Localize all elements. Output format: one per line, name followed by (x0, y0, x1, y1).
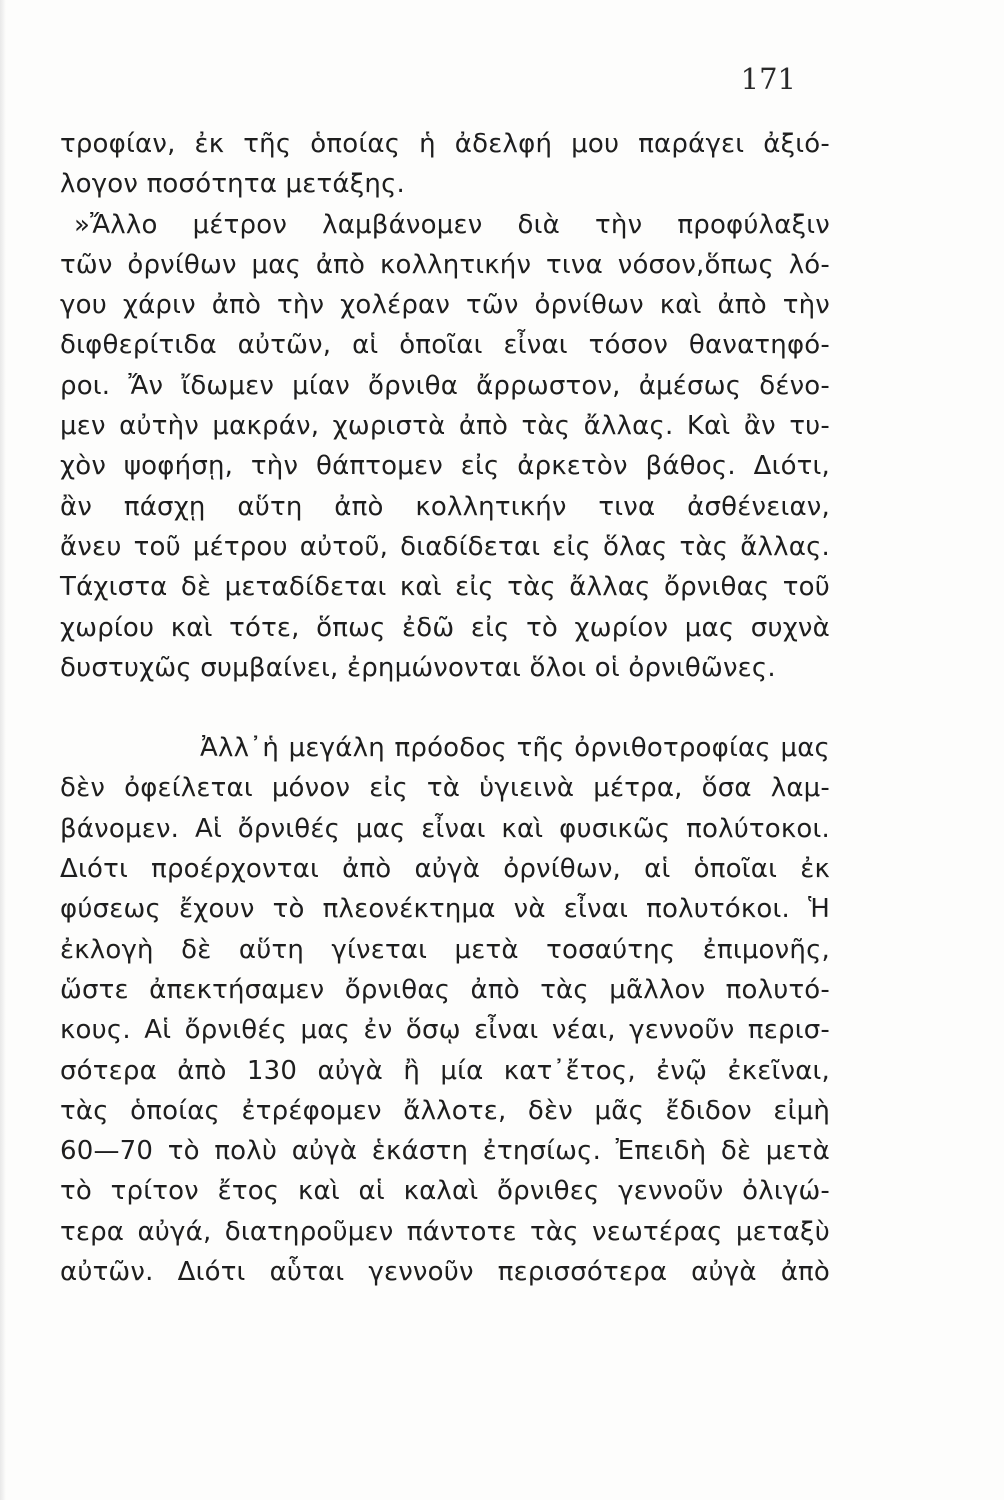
text-line: τὰς ὁποίας ἐτρέφομεν ἄλλοτε, δὲν μᾶς ἔδιδον εἰμὴ (60, 1095, 830, 1126)
text-line: αὐτῶν. Διότι αὗται γεννοῦν περισσότερα αὐγὰ ἀπὸ (60, 1257, 830, 1288)
text-line: τῶν ὀρνίθων μας ἀπὸ κολλητικήν τινα νόσον,ὅπως λό- (60, 249, 830, 280)
text-line: φύσεως ἔχουν τὸ πλεονέκτημα νὰ εἶναι πολυτόκοι. Ἡ (60, 894, 830, 925)
text-line: σότερα ἀπὸ 130 αὐγὰ ἢ μία κατ᾽ἔτος, ἐνῷ ἐκεῖναι, (60, 1055, 830, 1086)
text-line: κους. Αἱ ὄρνιθές μας ἐν ὅσῳ εἶναι νέαι, γεννοῦν περισ- (60, 1015, 830, 1046)
text-line: τροφίαν, ἐκ τῆς ὁποίας ἡ ἀδελφή μου παράγει ἀξιό- (60, 129, 830, 159)
text-line: Ἀλλ᾽ἡ μεγάλη πρόοδος τῆς ὀρνιθοτροφίας μας (200, 733, 830, 764)
text-line: διφθερίτιδα αὐτῶν, αἱ ὁποῖαι εἶναι τόσον θανατηφό- (60, 330, 830, 361)
text-line: Τάχιστα δὲ μεταδίδεται καὶ εἰς τὰς ἄλλας ὄρνιθας τοῦ (60, 572, 830, 603)
text-line: χωρίου καὶ τότε, ὅπως ἐδῶ εἰς τὸ χωρίον μας συχνὰ (60, 612, 830, 643)
text-line: χὸν ψοφήσῃ, τὴν θάπτομεν εἰς ἀρκετὸν βάθος. Διότι, (60, 451, 830, 482)
text-line: 60—70 τὸ πολὺ αὐγὰ ἑκάστη ἐτησίως. Ἐπειδὴ δὲ μετὰ (60, 1136, 830, 1167)
text-line: λογον ποσότητα μετάξης. (60, 169, 405, 200)
text-line: μεν αὐτὴν μακράν, χωριστὰ ἀπὸ τὰς ἄλλας. Καὶ ἂν τυ- (60, 411, 830, 442)
page-edge-shadow (0, 0, 6, 1500)
text-line: δὲν ὀφείλεται μόνον εἰς τὰ ὑγιεινὰ μέτρα, ὅσα λαμ- (60, 773, 830, 804)
text-line: Διότι προέρχονται ἀπὸ αὐγὰ ὀρνίθων, αἱ ὁποῖαι ἐκ (60, 854, 830, 885)
text-line: ἂν πάσχῃ αὕτη ἀπὸ κολλητικήν τινα ἀσθένειαν, (60, 491, 830, 522)
text-line: τερα αὐγά, διατηροῦμεν πάντοτε τὰς νεωτέρας μεταξὺ (60, 1216, 830, 1247)
text-line: δυστυχῶς συμβαίνει, ἐρημώνονται ὅλοι οἱ ὀρνιθῶνες. (60, 652, 776, 683)
paragraph-gap (60, 688, 830, 728)
text-line: »Ἄλλο μέτρον λαμβάνομεν διὰ τὴν προφύλαξιν (74, 209, 830, 240)
body-text (60, 124, 830, 1292)
text-line: ὥστε ἀπεκτήσαμεν ὄρνιθας ἀπὸ τὰς μᾶλλον πολυτό- (60, 974, 830, 1005)
text-line: τὸ τρίτον ἔτος καὶ αἱ καλαὶ ὄρνιθες γεννοῦν ὀλιγώ- (60, 1176, 830, 1207)
text-line: ἐκλογὴ δὲ αὕτη γίνεται μετὰ τοσαύτης ἐπιμονῆς, (60, 934, 830, 965)
page-number: 171 (740, 62, 796, 96)
text-line: βάνομεν. Αἱ ὄρνιθές μας εἶναι καὶ φυσικῶς πολύτοκοι. (60, 813, 830, 844)
text-line: γου χάριν ἀπὸ τὴν χολέραν τῶν ὀρνίθων καὶ ἀπὸ τὴν (60, 290, 830, 321)
text-line: ἄνευ τοῦ μέτρου αὐτοῦ, διαδίδεται εἰς ὅλας τὰς ἄλλας. (60, 531, 830, 562)
text-line: ροι. Ἄν ἴδωμεν μίαν ὄρνιθα ἄρρωστον, ἀμέσως δένο- (60, 370, 830, 401)
